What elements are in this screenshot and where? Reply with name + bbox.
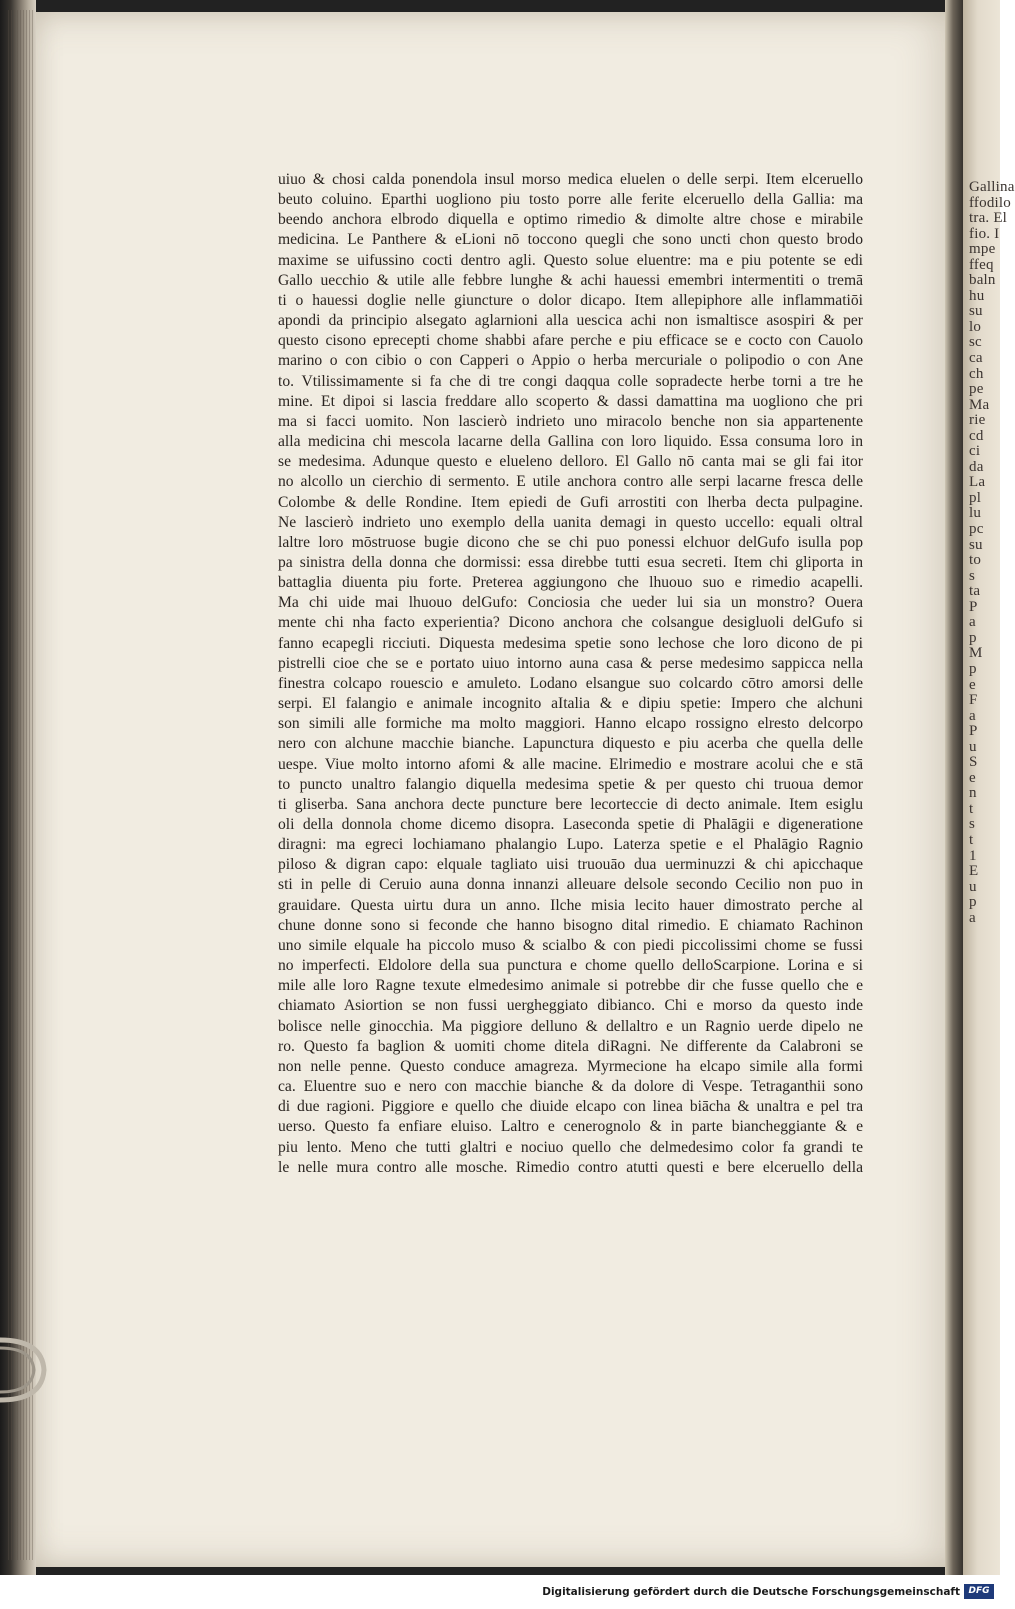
- next-page-line: to: [969, 552, 982, 569]
- text-line: son simili alle formiche ma molto maggiori. Hanno elcapo rossigno elresto delcorpo: [278, 715, 863, 733]
- text-line: to. Vtilissimamente si fa che di tre congi daqqua colle sopradecte herbe torni a tre he: [278, 372, 863, 390]
- next-page-line: t: [969, 800, 974, 817]
- next-page-line: ca: [969, 350, 983, 367]
- next-page-line: u: [969, 738, 977, 755]
- text-line: ti o hauessi doglie nelle giuncture o dolor dicapo. Item allepiphore alle inflammatiōi: [278, 291, 863, 309]
- next-page-line: e: [969, 676, 976, 693]
- text-line: ro. Questo fa baglion & uomiti chome ditela diRagni. Ne differente da Calabroni se: [278, 1037, 863, 1055]
- next-page-line: p: [969, 629, 977, 646]
- next-page-line: s: [969, 567, 976, 584]
- next-page-text: [969, 179, 1015, 926]
- text-line: piu lento. Meno che tutti glaltri e nociuo quello che delmedesimo color fa grandi te: [278, 1138, 863, 1156]
- page-clip: [0, 1330, 50, 1410]
- next-page-line: p: [969, 660, 977, 677]
- text-line: non nelle penne. Questo conduce amagreza. Myrmecione ha elcapo simile alla formi: [278, 1057, 863, 1075]
- next-page-line: sc: [969, 334, 982, 351]
- next-page-line: p: [969, 894, 977, 911]
- text-line: di due ragioni. Piggiore e quello che diuide elcapo con linea biācha & unaltra e pel tra: [278, 1098, 863, 1116]
- text-line: mente chi nha facto experientia? Dicono anchora che colsangue desigluoli delGufo si: [278, 614, 863, 632]
- text-line: finestra colcapo rouescio e amuleto. Lodano elsangue suo colcardo cōtro amorsi delle: [278, 674, 863, 692]
- text-line: chune donne sono si feconde che hanno bisogno dital rimedio. E chiamato Rachinon: [278, 916, 863, 934]
- next-page-line: lu: [969, 505, 982, 522]
- text-line: no imperfecti. Eldolore della sua punctura e chome quello delloScarpione. Lorina e si: [278, 957, 863, 975]
- next-page-line: t: [969, 831, 974, 848]
- next-page-line: Gallina: [969, 179, 1015, 195]
- text-line: sti in pelle di Ceruio auna donna innanzi alleuare delsole secondo Cecilio non puo in: [278, 876, 863, 894]
- text-line: diragni: ma egreci lochiamano phalangio Lupo. Laterza spetie e el Phalāgio Ragnio: [278, 836, 863, 854]
- text-line: beuto coluino. Eparthi uogliono piu tosto porre alle ferite elceruello della Gallia: ma: [278, 191, 863, 209]
- text-line: laltre loro mōstruose bugie dicono che se chi puo ponessi elchuor delGufo isulla pop: [278, 533, 863, 551]
- next-page-line: su: [969, 536, 983, 553]
- next-page-line: da: [969, 458, 984, 475]
- next-page-line: s: [969, 816, 976, 833]
- text-line: uerso. Questo fa enfiare eluiso. Laltro e cenerognolo & in parte biancheggiante & e: [278, 1118, 863, 1136]
- text-line: uiuo & chosi calda ponendola insul morso medica eluelen o delle serpi. Item elceruello: [278, 171, 863, 188]
- text-line: chiamato Asiortion se non fussi uergheggiato dibianco. Chi e morso da questo inde: [278, 997, 863, 1015]
- text-line: ti gliserba. Sana anchora decte puncture bere lecorteccie di decto animale. Item esiglu: [278, 795, 863, 813]
- text-line: pa sinistra della donna che dormissi: essa direbbe tutti esua secreti. Item chi gliporta in: [278, 553, 863, 571]
- next-page-line: hu: [969, 287, 985, 304]
- page-stack: [8, 10, 34, 1560]
- footer-credit: Digitalisierung gefördert durch die Deutsche Forschungsgemeinschaft: [542, 1586, 960, 1598]
- next-page-line: S: [969, 754, 978, 771]
- text-line: Gallo uecchio & utile alle febbre lunghe & achi hauessi emembri intermentiti o tremā: [278, 271, 863, 289]
- text-line: apondi da principio alsegato aglarnioni alla uescica achi non ismaltisce asospiri & per: [278, 312, 863, 330]
- text-line: bolisce nelle ginocchia. Ma piggiore delluno & dellaltro e un Ragnio uerde dipelo ne: [278, 1017, 863, 1035]
- next-page-line: lo: [969, 318, 982, 335]
- text-line: ma si facci uomito. Non lascierò indrieto uno miracolo benche non sia appartenente: [278, 412, 863, 430]
- text-line: oli della donnola chome dicemo disopra. Laseconda spetie di Phalāgii e digeneratione: [278, 816, 863, 833]
- page-text-block: [278, 170, 863, 1178]
- text-line: medicina. Le Panthere & eLioni nō toccono quegli che sono uncti chon questo brodo: [278, 231, 863, 249]
- next-page-line: rie: [969, 412, 986, 429]
- text-line: no alcollo un cierchio di sermento. E utile anchora contro alle serpi lacarne fresca delle: [278, 473, 863, 491]
- text-line: questo cisono eprecepti chome shabbi afare perche e piu efficace se e cocto con Cauolo: [278, 332, 863, 350]
- text-line: se medesima. Adunque questo e elueleno delloro. El Gallo nō canta mai se gli fai itor: [278, 453, 863, 471]
- next-page-line: n: [969, 785, 977, 802]
- next-page-line: u: [969, 878, 977, 895]
- next-page-line: P: [969, 598, 978, 615]
- next-page-line: pe: [969, 381, 984, 398]
- next-page-line: cd: [969, 427, 984, 444]
- next-page-line: a: [969, 707, 976, 724]
- next-page-line: ffodilo: [969, 194, 1011, 211]
- next-page-line: ta: [969, 583, 981, 600]
- next-page-line: E: [969, 863, 979, 880]
- text-line: ca. Eluentre suo e nero con macchie bianche & da dolore di Vespe. Tetraganthii sono: [278, 1078, 863, 1096]
- next-page-line: baln: [969, 272, 996, 289]
- next-page-line: 1: [969, 847, 977, 864]
- text-line: le nelle mura contro alle mosche. Rimedio contro atutti questi e bere elceruello della: [278, 1158, 863, 1176]
- next-page-edge: [963, 0, 1015, 1575]
- text-line: fanno ecapegli ricciuti. Diquesta medesima spetie sono lechose che loro dicono de pi: [278, 634, 863, 652]
- next-page-line: su: [969, 303, 983, 320]
- text-line: Ma chi uide mai lhuouo delGufo: Conciosia che ueder lui sia un monstro? Ouera: [278, 594, 863, 612]
- next-page-line: F: [969, 692, 978, 709]
- next-page-line: M: [969, 645, 983, 662]
- text-line: uespe. Viue molto intorno afomi & alle macine. Elrimedio e mostrare acolui che e stā: [278, 755, 863, 773]
- next-page-line: ci: [969, 443, 981, 460]
- next-page-line: ch: [969, 365, 984, 382]
- dfg-logo: DFG: [964, 1584, 994, 1599]
- text-line: Colombe & delle Rondine. Item epiedi de Gufi arrostiti con lherba decta pulpagine.: [278, 493, 863, 511]
- footer-bar: [0, 1575, 1000, 1609]
- text-line: piloso & digran capo: elquale tagliato uisi truouāo dua uerminuzzi & chi apicchaque: [278, 856, 863, 874]
- text-line: marino o con cibio o con Capperi o Appio o herba mercuriale o polipodio o con Ane: [278, 352, 863, 370]
- next-page-line: Ma: [969, 396, 990, 413]
- next-page-line: fio. I: [969, 225, 1000, 242]
- next-page-line: pc: [969, 521, 984, 538]
- next-page-line: pl: [969, 489, 982, 506]
- next-page-line: P: [969, 723, 978, 740]
- next-page-line: La: [969, 474, 986, 491]
- text-line: mile alle loro Ragne texute elmedesimo animale si potrebbe dir che fusse quello che e: [278, 977, 863, 995]
- text-line: beendo anchora elbrodo diquella e optimo rimedio & dimolte altre chose e mirabile: [278, 211, 863, 229]
- text-line: battaglia diuenta piu forte. Preterea aggiungono che lhuouo suo e rimedio acapelli.: [278, 574, 863, 592]
- book-gutter: [945, 0, 965, 1575]
- next-page-line: e: [969, 769, 976, 786]
- next-page-line: tra. El: [969, 210, 1008, 227]
- text-line: alla medicina chi mescola lacarne della Gallina con loro liquido. Essa consuma loro in: [278, 433, 863, 451]
- text-line: pistrelli cioe che se e portato uiuo intorno auna casa & perse medesimo sappicca nella: [278, 654, 863, 672]
- text-line: nero con alchune macchie bianche. Lapunctura diquesto e piu acerba che quella delle: [278, 735, 863, 753]
- text-line: maxime se uifussino cocti dentro agli. Questo solue eluentre: ma e piu potente se edi: [278, 251, 863, 269]
- next-page-line: a: [969, 909, 976, 926]
- text-line: to puncto unaltro falangio diquella medesima spetie & per questo chi truoua demor: [278, 775, 863, 793]
- text-line: grauidare. Questa uirtu dura un anno. Ilche misia lecito hauer dimostrato perche al: [278, 896, 863, 914]
- text-line: serpi. El falangio e animale incognito aItalia & e dipiu spetie: Impero che alchuni: [278, 695, 863, 713]
- text-line: Ne lascierò indrieto uno exemplo della uanita demagi in questo uccello: equali oltral: [278, 513, 863, 531]
- text-line: uno simile elquale ha piccolo muso & scialbo & con piedi piccolissimi chome se fussi: [278, 936, 863, 954]
- next-page-line: mpe: [969, 241, 996, 258]
- next-page-line: ffeq: [969, 256, 994, 273]
- text-line: mine. Et dipoi si lascia freddare allo scoperto & dassi damattina ma uogliono che pri: [278, 392, 863, 410]
- next-page-line: a: [969, 614, 976, 631]
